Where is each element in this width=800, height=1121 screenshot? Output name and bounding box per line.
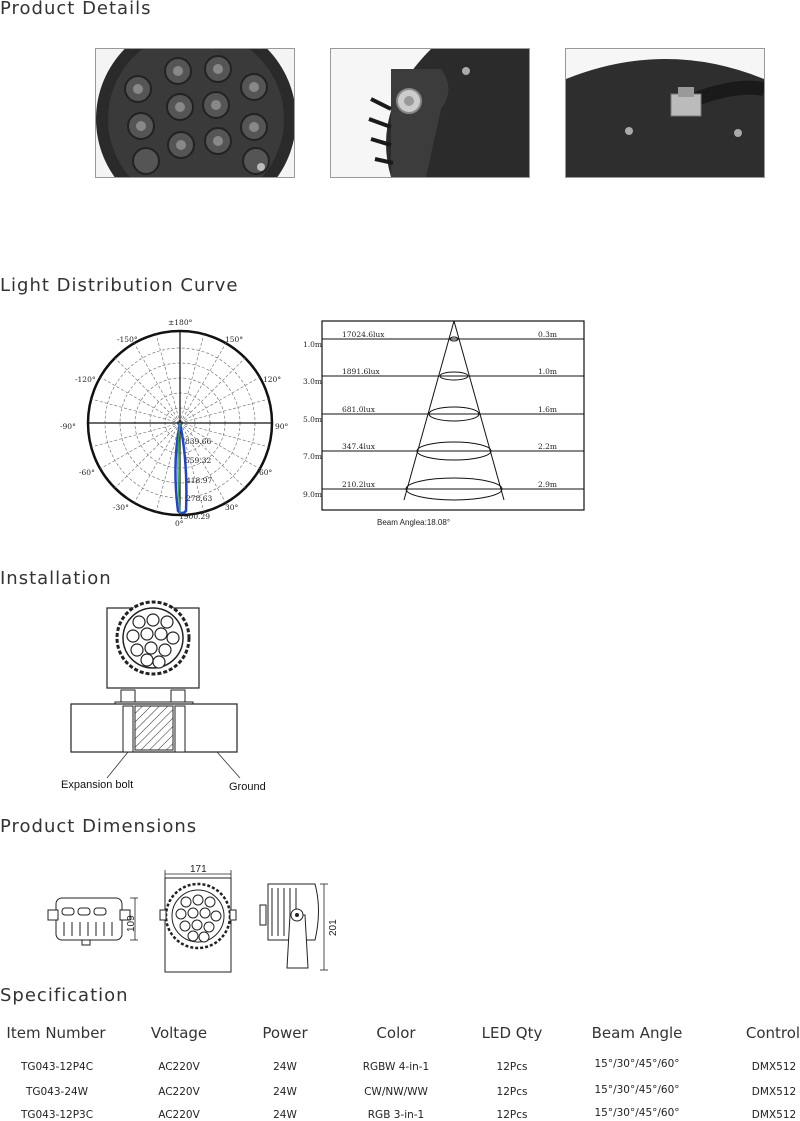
polar-angle-label: -90° — [60, 422, 76, 431]
beam-diameter-label: 0.3m — [538, 330, 558, 339]
polar-angle-label: 0° — [175, 519, 184, 528]
section-title-product-details: Product Details — [0, 0, 152, 19]
spec-header-voltage: Voltage — [150, 1024, 208, 1042]
beam-distance-label: 7.0m — [303, 452, 323, 461]
polar-angle-label: -120° — [75, 375, 96, 384]
polar-angle-label: 60° — [259, 468, 273, 477]
spec-header-led-qty: LED Qty — [481, 1024, 543, 1042]
spec-cell: CW/NW/WW — [364, 1086, 428, 1098]
beam-distance-label: 5.0m — [303, 415, 323, 424]
polar-ring-label: 1900.29 — [179, 512, 211, 521]
spec-cell: DMX512 — [751, 1061, 797, 1073]
polar-angle-label: 90° — [275, 422, 289, 431]
spec-cell: 15°/30°/45°/60° — [594, 1084, 680, 1096]
dimension-drawings — [40, 860, 360, 978]
expansion-bolt-label: Expansion bolt — [61, 779, 134, 791]
photo-cable-gland — [565, 48, 765, 178]
beam-lux-label: 1891.6lux — [342, 367, 380, 376]
installation-diagram — [55, 598, 295, 798]
spec-cell: RGB 3-in-1 — [367, 1109, 425, 1121]
photo-bracket-bolt — [330, 48, 530, 178]
beam-diameter-label: 1.0m — [538, 367, 558, 376]
front-width-label: 171 — [190, 864, 207, 875]
beam-spread-chart — [300, 318, 590, 533]
polar-ring-label: 418.97 — [186, 476, 213, 485]
spec-cell: DMX512 — [751, 1086, 797, 1098]
side-height-label: 109 — [126, 915, 137, 932]
section-title-light-distribution: Light Distribution Curve — [0, 275, 239, 296]
polar-angle-label: 30° — [225, 503, 239, 512]
front-view-drawing — [160, 870, 236, 972]
beam-angle-caption: Beam Anglea:18.08° — [377, 518, 451, 527]
photo-led-face — [95, 48, 295, 178]
section-title-installation: Installation — [0, 568, 112, 589]
beam-lux-label: 210.2lux — [342, 480, 375, 489]
side-view-drawing — [48, 898, 138, 945]
spec-cell: 12Pcs — [496, 1109, 528, 1121]
beam-diameter-label: 2.9m — [538, 480, 558, 489]
polar-angle-label: 150° — [225, 335, 244, 344]
polar-ring-label: 559.32 — [185, 456, 212, 465]
spec-cell: DMX512 — [751, 1109, 797, 1121]
spec-cell: AC220V — [158, 1086, 200, 1098]
spec-header-beam-angle: Beam Angle — [591, 1024, 683, 1042]
spec-cell: 12Pcs — [496, 1061, 528, 1073]
spec-cell: 12Pcs — [496, 1086, 528, 1098]
beam-diameter-label: 2.2m — [538, 442, 558, 451]
spec-header-item-number: Item Number — [6, 1024, 106, 1042]
spec-cell: TG043-12P4C — [20, 1061, 94, 1073]
beam-distance-label: 9.0m — [303, 490, 323, 499]
polar-angle-label: -150° — [117, 335, 138, 344]
spec-header-control: Control — [745, 1024, 800, 1042]
spec-cell: 15°/30°/45°/60° — [594, 1058, 680, 1070]
spec-cell: RGBW 4-in-1 — [362, 1061, 430, 1073]
ground-label: Ground — [229, 781, 266, 793]
spec-cell: 24W — [273, 1061, 297, 1073]
polar-angle-label: ±180° — [168, 318, 193, 327]
spec-cell: TG043-12P3C — [20, 1109, 94, 1121]
polar-angle-label: 120° — [263, 375, 282, 384]
section-title-specification: Specification — [0, 985, 129, 1006]
spec-cell: AC220V — [158, 1061, 200, 1073]
spec-cell: 24W — [273, 1109, 297, 1121]
polar-distribution-chart — [55, 315, 305, 530]
beam-lux-label: 347.4lux — [342, 442, 375, 451]
beam-diameter-label: 1.6m — [538, 405, 558, 414]
profile-view-drawing — [260, 884, 328, 970]
section-title-product-dimensions: Product Dimensions — [0, 816, 198, 837]
spec-header-power: Power — [262, 1024, 308, 1042]
beam-lux-label: 17024.6lux — [342, 330, 385, 339]
spec-cell: 15°/30°/45°/60° — [594, 1107, 680, 1119]
polar-ring-label: 839.66 — [185, 437, 212, 446]
beam-distance-label: 1.0m — [303, 340, 323, 349]
spec-cell: TG043-24W — [25, 1086, 89, 1098]
polar-angle-label: -30° — [113, 503, 129, 512]
polar-angle-label: -60° — [79, 468, 95, 477]
spec-cell: 24W — [273, 1086, 297, 1098]
spec-cell: AC220V — [158, 1109, 200, 1121]
beam-lux-label: 681.0lux — [342, 405, 375, 414]
spec-header-color: Color — [376, 1024, 416, 1042]
profile-height-label: 201 — [328, 919, 339, 936]
polar-ring-label: 278.63 — [186, 494, 213, 503]
beam-distance-label: 3.0m — [303, 377, 323, 386]
